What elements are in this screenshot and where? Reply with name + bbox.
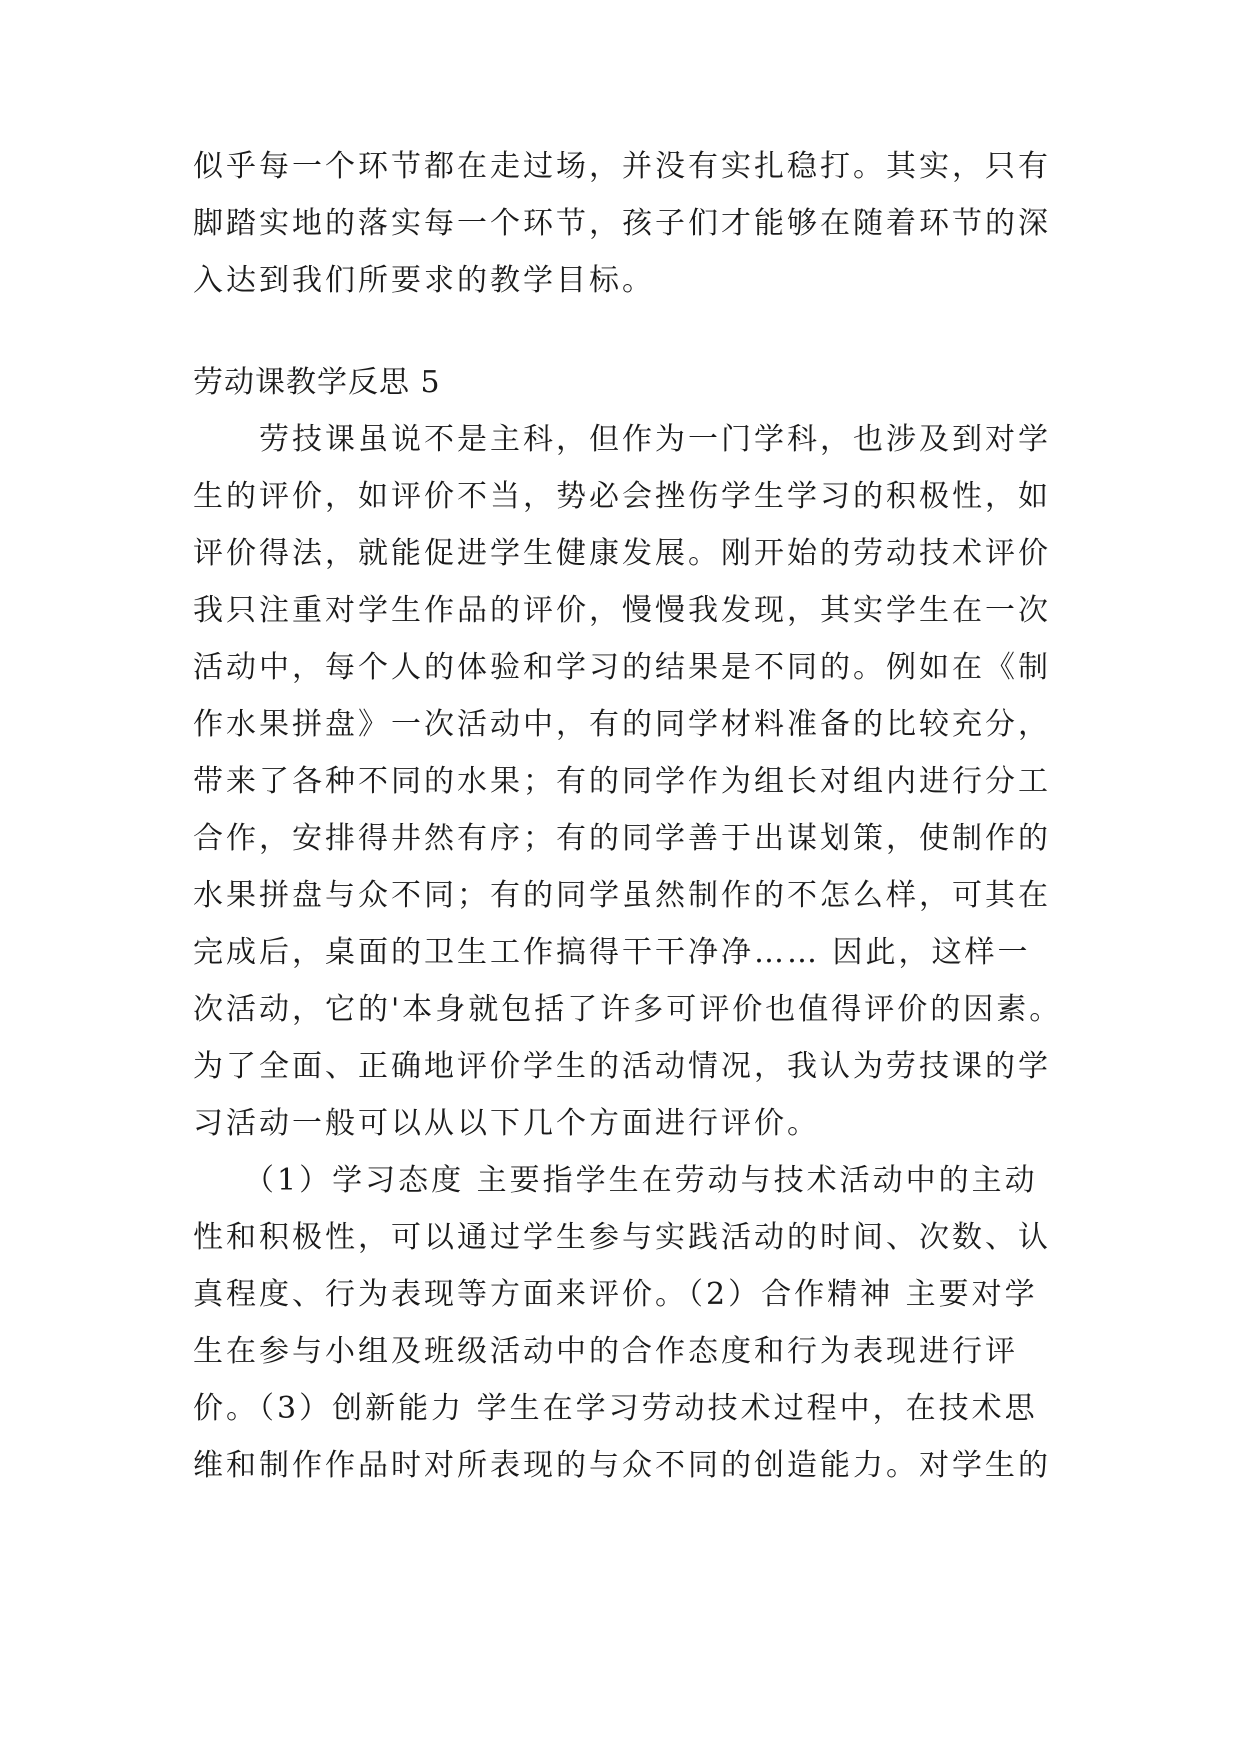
text-line: 作水果拼盘》一次活动中，有的同学材料准备的比较充分， xyxy=(193,707,1051,742)
text-line: 脚踏实地的落实每一个环节，孩子们才能够在随着环节的深 xyxy=(193,206,1051,241)
continuation-paragraph xyxy=(193,138,1053,309)
text-line: 生的评价，如评价不当，势必会挫伤学生学习的积极性，如 xyxy=(193,479,1051,514)
paragraph-1 xyxy=(193,411,1063,1152)
text-line: 为了全面、正确地评价学生的活动情况，我认为劳技课的学 xyxy=(193,1049,1051,1084)
section-heading xyxy=(193,354,1053,411)
text-line: 维和制作作品时对所表现的与众不同的创造能力。对学生的 xyxy=(193,1448,1051,1483)
text-line: 次活动，它的'本身就包括了许多可评价也值得评价的因素。 xyxy=(193,992,1063,1027)
text-line: 评价得法，就能促进学生健康发展。刚开始的劳动技术评价 xyxy=(193,536,1051,571)
section-title: 劳动课教学反思 5 xyxy=(193,365,441,400)
text-line: 活动中，每个人的体验和学习的结果是不同的。例如在《制 xyxy=(193,650,1051,685)
text-line: 劳技课虽说不是主科，但作为一门学科，也涉及到对学 xyxy=(193,422,1051,457)
text-line: 水果拼盘与众不同；有的同学虽然制作的不怎么样，可其在 xyxy=(193,878,1051,913)
text-line: 似乎每一个环节都在走过场，并没有实扎稳打。其实，只有 xyxy=(193,149,1051,184)
text-line: 真程度、行为表现等方面来评价。（2）合作精神 主要对学 xyxy=(193,1277,1038,1312)
text-line: 带来了各种不同的水果；有的同学作为组长对组内进行分工 xyxy=(193,764,1051,799)
text-line: 入达到我们所要求的教学目标。 xyxy=(193,263,655,298)
text-line: 生在参与小组及班级活动中的合作态度和行为表现进行评 xyxy=(193,1334,1018,1369)
paragraph-2 xyxy=(193,1152,1053,1494)
text-line: （1）学习态度 主要指学生在劳动与技术活动中的主动 xyxy=(193,1163,1038,1198)
text-line: 习活动一般可以从以下几个方面进行评价。 xyxy=(193,1106,820,1141)
text-line: 我只注重对学生作品的评价，慢慢我发现，其实学生在一次 xyxy=(193,593,1051,628)
text-line: 合作，安排得井然有序；有的同学善于出谋划策，使制作的 xyxy=(193,821,1051,856)
text-line: 价。（3）创新能力 学生在学习劳动技术过程中，在技术思 xyxy=(193,1391,1038,1426)
text-line: 性和积极性，可以通过学生参与实践活动的时间、次数、认 xyxy=(193,1220,1051,1255)
text-line: 完成后，桌面的卫生工作搞得干干净净…… 因此，这样一 xyxy=(193,935,1031,970)
